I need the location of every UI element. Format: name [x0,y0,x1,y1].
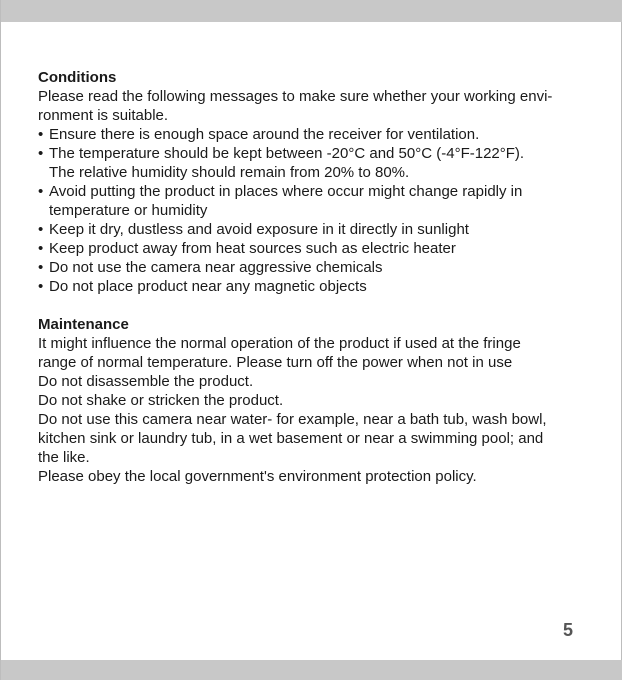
conditions-intro-line: Please read the following messages to make sure whether your working envi- [38,88,553,105]
bullet-dot: • [38,183,44,200]
maintenance-line: Do not shake or stricken the product. [38,392,284,409]
bottom-band [1,660,622,680]
maintenance-line: Do not use this camera near water- for example, near a bath tub, wash bowl, [38,411,547,428]
bullet-text: Keep it dry, dustless and avoid exposure in it directly in sunlight [49,221,469,238]
page-content [38,68,598,486]
maintenance-line: range of normal temperature. Please turn off the power when not in use [38,354,513,371]
maintenance-line: the like. [38,449,90,466]
conditions-bullet-chemicals [38,258,598,277]
conditions-bullet-heat [38,239,598,258]
bullet-dot: • [38,145,44,162]
bullet-text: Do not use the camera near aggressive chemicals [49,259,383,276]
conditions-heading: Conditions [38,69,117,86]
conditions-bullet-ventilation [38,125,598,144]
conditions-bullet-rapid-change [38,182,598,220]
bullet-text: temperature or humidity [49,202,208,219]
bullet-dot: • [38,278,44,295]
maintenance-heading: Maintenance [38,316,129,333]
conditions-bullet-dry [38,220,598,239]
maintenance-line: It might influence the normal operation of the product if used at the fringe [38,335,521,352]
conditions-bullet-temperature [38,144,598,182]
bullet-dot: • [38,259,44,276]
maintenance-line: kitchen sink or laundry tub, in a wet basement or near a swimming pool; and [38,430,544,447]
maintenance-line: Please obey the local government's environment protection policy. [38,468,477,485]
bullet-text: Avoid putting the product in places where occur might change rapidly in [49,183,523,200]
conditions-intro-line: ronment is suitable. [38,107,169,124]
page-number: 5 [563,620,574,640]
bullet-text: Keep product away from heat sources such as electric heater [49,240,456,257]
bullet-text: Do not place product near any magnetic objects [49,278,367,295]
maintenance-line: Do not disassemble the product. [38,373,254,390]
bullet-text: The relative humidity should remain from 20% to 80%. [49,164,410,181]
bullet-dot: • [38,126,44,143]
bullet-text: Ensure there is enough space around the receiver for ventilation. [49,126,480,143]
top-band [1,0,622,22]
bullet-dot: • [38,221,44,238]
section-gap [38,296,598,315]
bullet-dot: • [38,240,44,257]
conditions-bullet-magnetic [38,277,598,296]
bullet-text: The temperature should be kept between -20°C and 50°C (-4°F-122°F). [49,145,525,162]
